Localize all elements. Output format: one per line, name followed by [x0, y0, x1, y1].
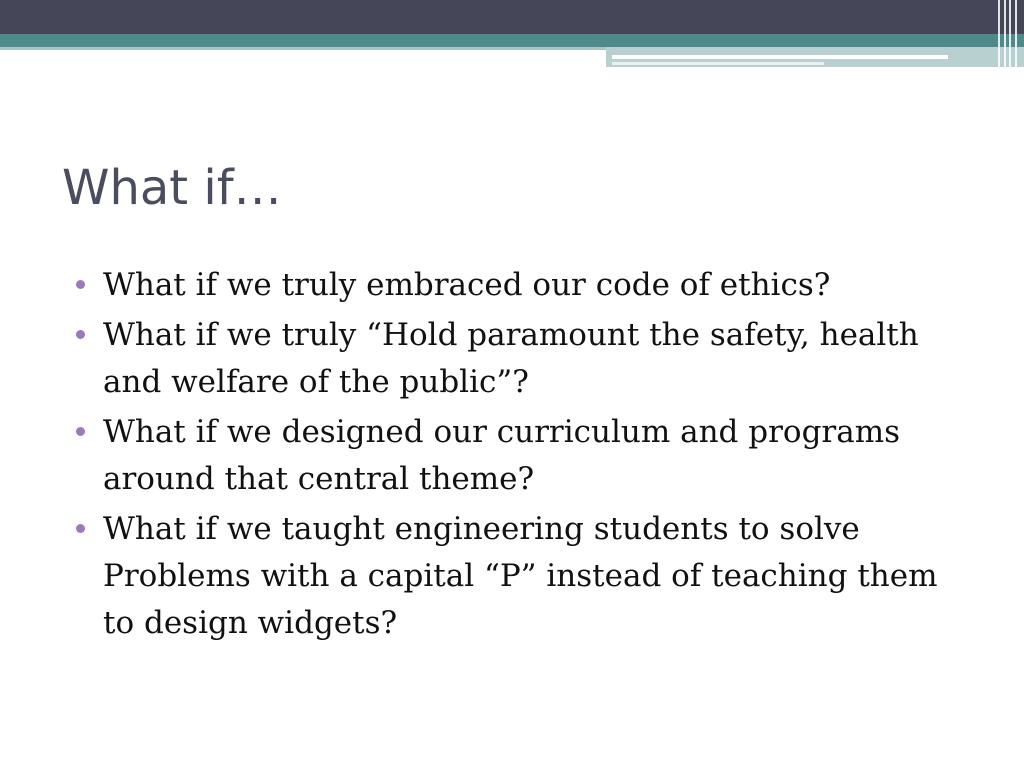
header-band-right-line-2	[612, 62, 824, 65]
header-band-teal	[0, 34, 1024, 47]
bullet-item	[76, 262, 976, 309]
bullet-text: What if we designed our curriculum and programs around that central theme?	[103, 414, 901, 497]
bullet-dot-icon	[76, 524, 85, 533]
bullet-dot-icon	[76, 330, 85, 339]
bullet-item	[76, 409, 976, 503]
header-band-right-line	[612, 55, 948, 59]
slide-title: What if…	[62, 160, 282, 216]
bullet-dot-icon	[76, 280, 85, 289]
bullet-text: What if we taught engineering students to solve Problems with a capital “P” instead of teaching them to design widgets?	[103, 511, 938, 641]
header-vertical-stripes	[994, 0, 1024, 70]
bullet-item	[76, 506, 976, 647]
bullet-item	[76, 312, 976, 406]
bullet-list	[76, 262, 976, 650]
bullet-text: What if we truly embraced our code of ethics?	[103, 267, 831, 303]
bullet-text: What if we truly “Hold paramount the safety, health and welfare of the public”?	[103, 317, 919, 400]
bullet-dot-icon	[76, 427, 85, 436]
header-band-dark	[0, 0, 1024, 34]
